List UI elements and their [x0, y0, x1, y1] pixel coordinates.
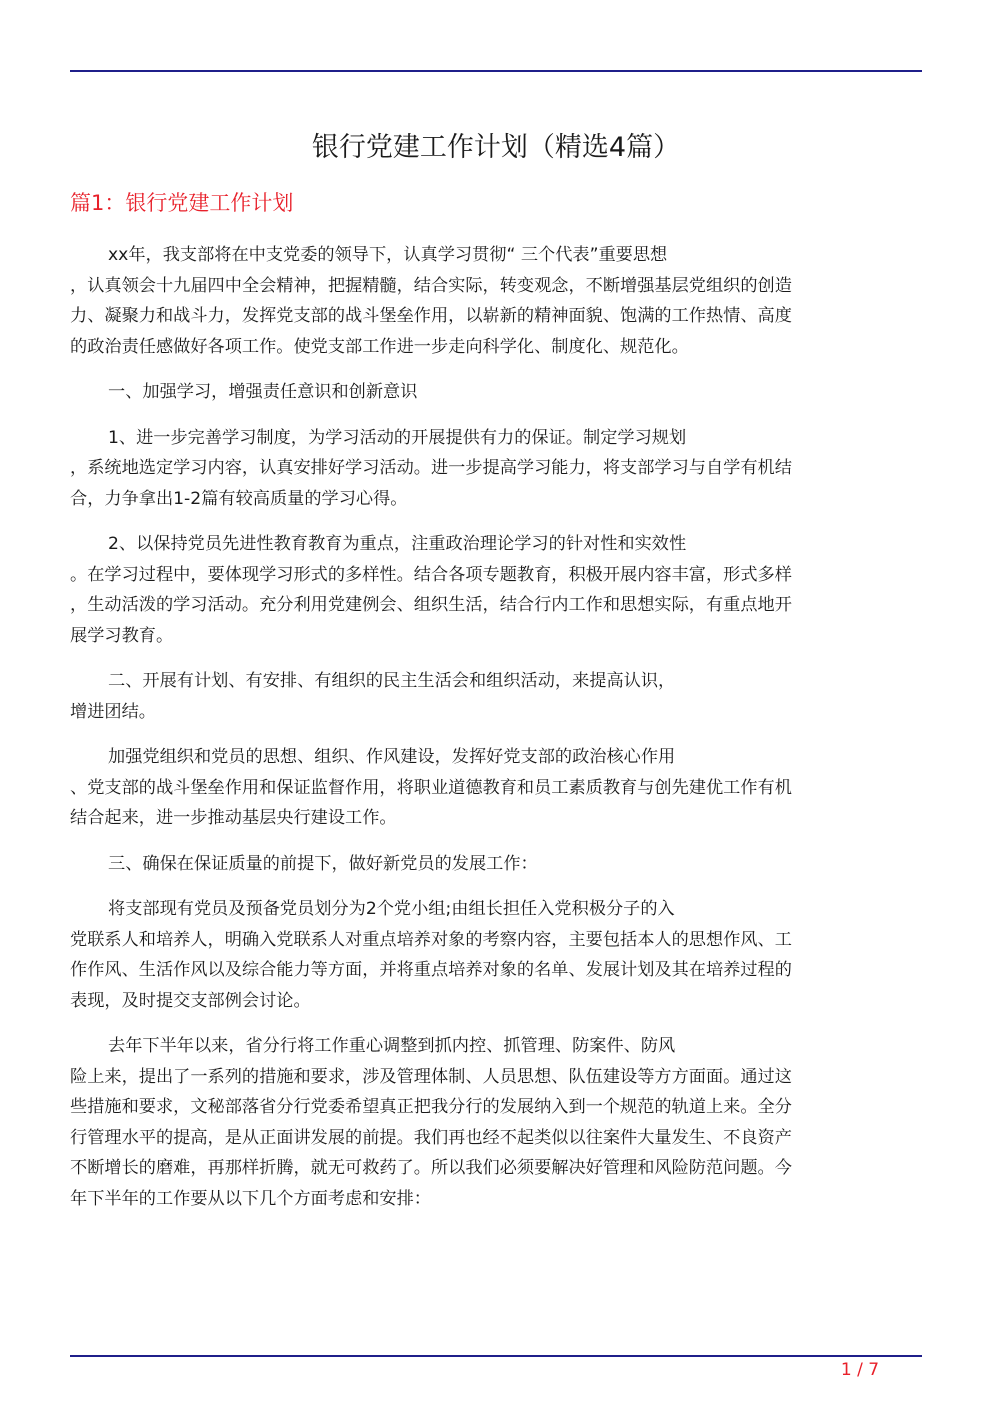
paragraph-line: 增进团结。: [70, 701, 156, 722]
paragraph-line: 险上来，提出了一系列的措施和要求，涉及管理体制、人员思想、队伍建设等方方面面。通过这: [70, 1066, 792, 1087]
paragraph-line: ，认真领会十九届四中全会精神，把握精髓，结合实际，转变观念，不断增强基层党组织的创造: [70, 275, 792, 296]
paragraph-line: 去年下半年以来，省分行将工作重心调整到抓内控、抓管理、防案件、防风: [108, 1036, 676, 1056]
paragraph-line: 力、凝聚力和战斗力，发挥党支部的战斗堡垒作用，以崭新的精神面貌、饱满的工作热情、高度: [70, 306, 792, 326]
paragraph-line: 展学习教育。: [70, 625, 174, 646]
body-paragraph: [70, 849, 912, 880]
section-heading: 篇1：银行党建工作计划: [70, 191, 294, 215]
paragraph-line: 不断增长的磨难，再那样折腾，就无可救药了。所以我们必须要解决好管理和风险防范问题。今: [70, 1158, 792, 1178]
paragraph-line: 合，力争拿出1-2篇有较高质量的学习心得。: [70, 488, 408, 509]
footer-divider: [70, 1355, 922, 1357]
page-indicator: 1 / 7: [840, 1360, 880, 1380]
paragraph-line: 加强党组织和党员的思想、组织、作风建设，发挥好党支部的政治核心作用: [108, 747, 676, 767]
paragraph-line: 1、进一步完善学习制度，为学习活动的开展提供有力的保证。制定学习规划: [108, 427, 687, 448]
paragraph-line: 结合起来，进一步推动基层央行建设工作。: [70, 808, 397, 828]
body-paragraph: [70, 423, 912, 515]
paragraph-line: 表现，及时提交支部例会讨论。: [70, 990, 311, 1011]
body-paragraph: [70, 377, 912, 408]
body-paragraph: [70, 1031, 912, 1214]
paragraph-line: 些措施和要求，文秘部落省分行党委希望真正把我分行的发展纳入到一个规范的轨道上来。全分: [70, 1097, 792, 1117]
body-paragraph: [70, 666, 912, 727]
paragraph-line: ，系统地选定学习内容，认真安排好学习活动。进一步提高学习能力，将支部学习与自学有机结: [70, 458, 792, 478]
paragraph-line: 一、加强学习，增强责任意识和创新意识: [108, 382, 418, 402]
body-paragraph: [70, 529, 912, 651]
document-title: 银行党建工作计划（精选4篇）: [311, 132, 681, 163]
body-paragraph: [70, 742, 912, 834]
paragraph-line: 的政治责任感做好各项工作。使党支部工作进一步走向科学化、制度化、规范化。: [70, 336, 689, 357]
paragraph-line: 行管理水平的提高，是从正面讲发展的前提。我们再也经不起类似以往案件大量发生、不良资产: [70, 1127, 792, 1148]
paragraph-line: 。在学习过程中，要体现学习形式的多样性。结合各项专题教育，积极开展内容丰富，形式多样: [70, 564, 792, 585]
paragraph-line: 年下半年的工作要从以下几个方面考虑和安排：: [70, 1188, 431, 1209]
paragraph-line: 党联系人和培养人，明确入党联系人对重点培养对象的考察内容，主要包括本人的思想作风、工: [70, 929, 792, 950]
paragraph-line: 将支部现有党员及预备党员划分为2个党小组;由组长担任入党积极分子的入: [108, 899, 675, 919]
paragraph-line: 三、确保在保证质量的前提下，做好新党员的发展工作：: [108, 853, 538, 874]
header-divider: [70, 70, 922, 72]
paragraph-line: 作作风、生活作风以及综合能力等方面，并将重点培养对象的名单、发展计划及其在培养过程的: [70, 960, 792, 980]
body-paragraph: [70, 894, 912, 1016]
paragraph-line: xx年，我支部将在中支党委的领导下，认真学习贯彻“ 三个代表”重要思想: [108, 245, 668, 265]
paragraph-line: 、党支部的战斗堡垒作用和保证监督作用，将职业道德教育和员工素质教育与创先建优工作有机: [70, 777, 792, 798]
paragraph-line: ，生动活泼的学习活动。充分利用党建例会、组织生活，结合行内工作和思想实际，有重点地开: [70, 595, 792, 615]
document-body: [70, 240, 912, 1229]
paragraph-line: 2、以保持党员先进性教育教育为重点，注重政治理论学习的针对性和实效性: [108, 534, 687, 554]
paragraph-line: 二、开展有计划、有安排、有组织的民主生活会和组织活动，来提高认识，: [108, 671, 676, 691]
body-paragraph: [70, 240, 912, 362]
